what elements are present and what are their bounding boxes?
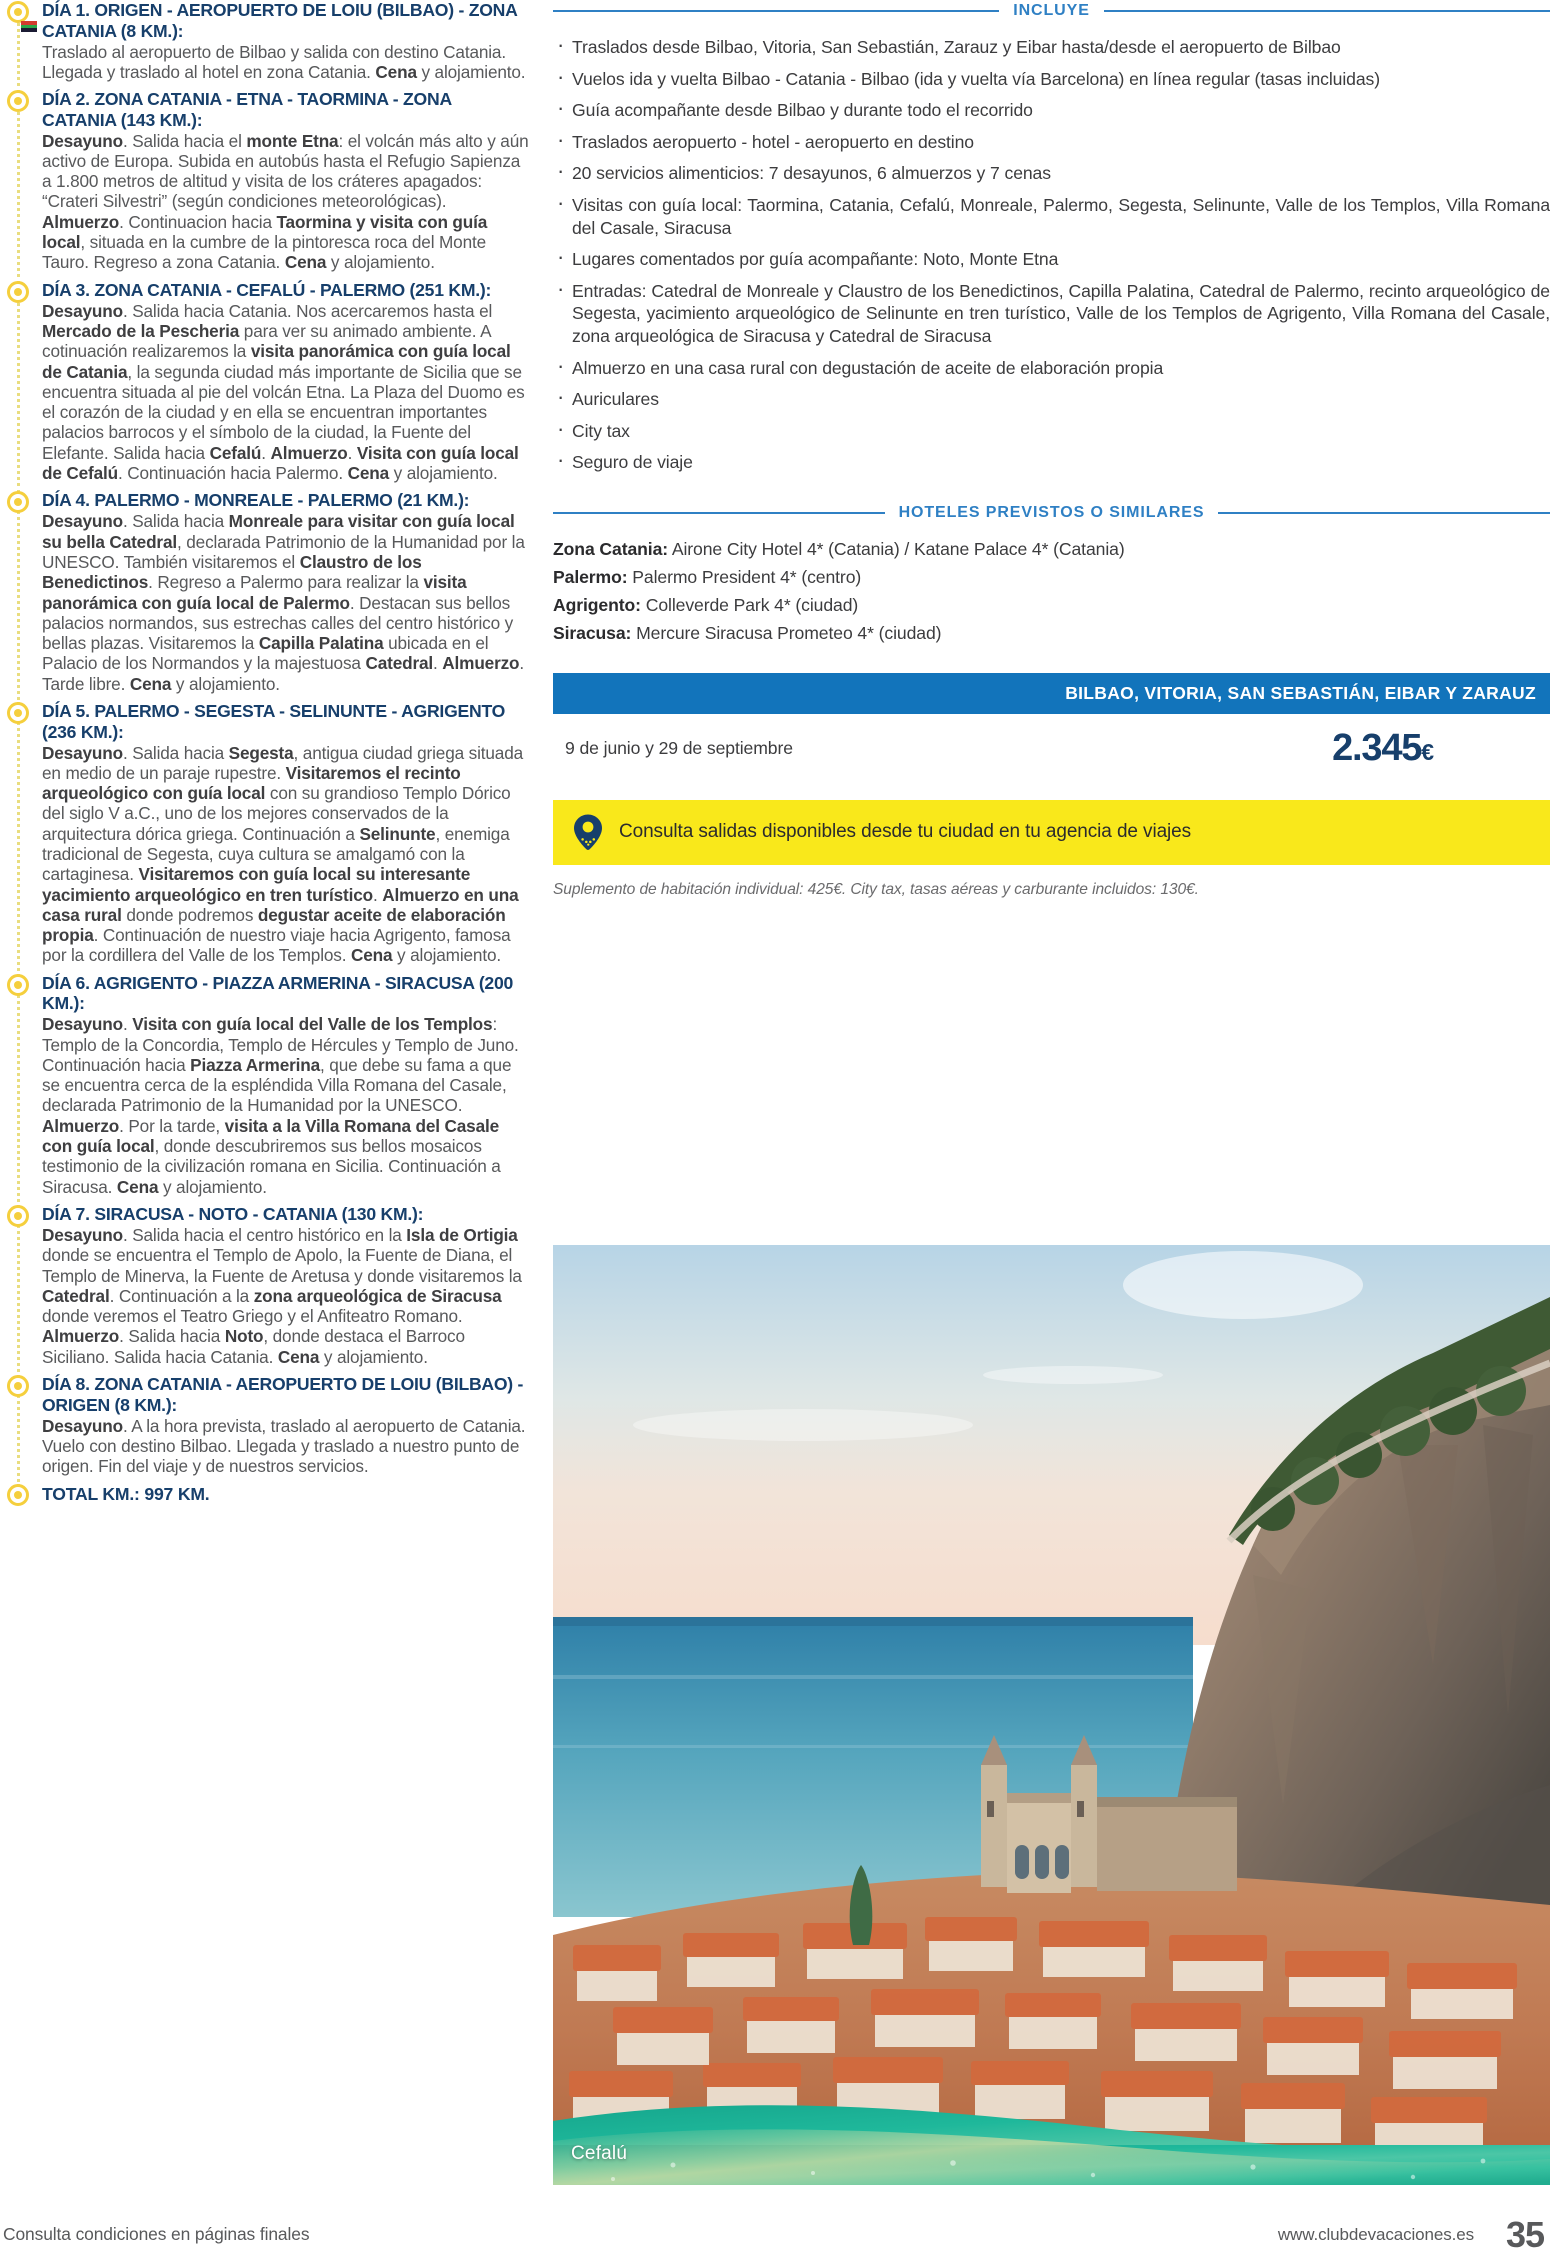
itinerary-day [0,280,530,484]
day-marker-icon [7,1205,29,1227]
flag-icon [21,21,37,32]
day-description: Desayuno. Salida hacia el monte Etna: el volcán más alto y aún activo de Europa. Subida en autobús hasta el Refugio Sapienza a 1.800 metros de altitud y visita de los cráteres apagados: “Crateri Silvestri” (según condiciones meteorológicas). Almuerzo. Continuacion hacia Taormina y visita con guía local, situada en la cumbre de la pintoresca roca del Monte Tauro. Regreso a zona Catania. Cena y alojamiento. [42,130,529,273]
includes-item: · Entradas: Catedral de Monreale y Claustro de los Benedictinos, Capilla Palatina, Catedral de Palermo, recinto arqueológico de Segesta, yacimiento arqueológico de Selinunte en tren turístico, Valle de los Templos de Agrigento, Villa Romana del Casale, zona arqueológica de Siracusa y Catedral de Siracusa [553,280,1550,348]
price-row [553,714,1550,770]
day-title: DÍA 7. SIRACUSA - NOTO - CATANIA (130 KM.): [42,1203,424,1224]
day-description: Traslado al aeropuerto de Bilbao y salida con destino Catania. Llegada y traslado al hotel en zona Catania. Cena y alojamiento. [42,41,526,82]
rule-right [1104,10,1550,12]
day-marker-icon [7,1484,29,1506]
includes-item: · Vuelos ida y vuelta Bilbao - Catania - Bilbao (ida y vuelta vía Barcelona) en línea regular (tasas incluidas) [553,68,1550,91]
day-marker-icon [7,1375,29,1397]
rule-right [1218,512,1550,514]
day-marker-icon [7,491,29,513]
right-column [553,0,1550,899]
departure-dates: 9 de junio y 29 de septiembre [565,737,793,758]
day-description: Desayuno. Salida hacia Monreale para visitar con guía local su bella Catedral, declarada Patrimonio de la Humanidad por la UNESCO. También visitaremos el Claustro de los Benedictinos. Regreso a Palermo para realizar la visita panorámica con guía local de Palermo. Destacan sus bellos palacios normandos, sus estrechas calles del centro histórico y bellas plazas. Visitaremos la Capilla Palatina ubicada en el Palacio de los Normandos y la majestuosa Catedral. Almuerzo. Tarde libre. Cena y alojamiento. [42,511,525,694]
page-number: 35 [1505,2214,1544,2255]
itinerary-column [0,0,530,1512]
day-marker-icon [7,281,29,303]
day-description: Desayuno. A la hora prevista, traslado al aeropuerto de Catania. Vuelo con destino Bilbao. Llegada y traslado a nuestro punto de origen. Fin del viaje y de nuestros servicios. [42,1415,526,1477]
supplement-note: Suplemento de habitación individual: 425€. City tax, tasas aéreas y carburante incluidos: 130€. [553,880,1199,898]
hotels-heading: HOTELES PREVISTOS O SIMILARES [898,503,1205,521]
day-description: Desayuno. Visita con guía local del Valle de los Templos: Templo de la Concordia, Templo de Hércules y Templo de Juno. Continuación hacia Piazza Armerina, que debe su fama a que se encuentra cerca de la espléndida Villa Romana del Casale, declarada Patrimonio de la Humanidad por la UNESCO. Almuerzo. Por la tarde, visita a la Villa Romana del Casale con guía local, donde descubriremos sus bellos mosaicos testimonio de la civilización romana en Sicilia. Continuación a Siracusa. Cena y alojamiento. [42,1014,519,1197]
agency-callout-text: Consulta salidas disponibles desde tu ciudad en tu agencia de viajes [619,820,1192,842]
footer-website[interactable]: www.clubdevacaciones.es [1277,2225,1474,2244]
destination-photo [553,1245,1550,2185]
day-title: DÍA 8. ZONA CATANIA - AEROPUERTO DE LOIU (BILBAO) - ORIGEN (8 KM.): [42,1374,524,1415]
includes-list [553,36,1550,474]
hotel-name: Mercure Siracusa Prometeo 4* (ciudad) [631,622,942,643]
price-value: 2.345 [1332,726,1422,769]
hotels-list [553,538,1550,645]
page-footer [0,2214,1550,2255]
hotel-name: Colleverde Park 4* (ciudad) [640,594,859,615]
hotel-city: Agrigento: [553,594,641,615]
day-description: Desayuno. Salida hacia Segesta, antigua ciudad griega situada en medio de un paraje rupestre. Visitaremos el recinto arqueológico con guía local con su grandioso Templo Dórico del siglo V a.C., uno de los mejores conservados de la arquitectura dórica griega. Continuación a Selinunte, enemiga tradicional de Segesta, cuya cultura se amalgamó con la cartaginesa. Visitaremos con guía local su interesante yacimiento arqueológico en tren turístico. Almuerzo en una casa rural donde podremos degustar aceite de elaboración propia. Continuación de nuestro viaje hacia Agrigento, famosa por la cordillera del Valle de los Templos. Cena y alojamiento. [42,742,524,966]
itinerary-day [0,1374,530,1476]
includes-item: · City tax [553,420,1550,443]
footer-conditions-note: Consulta condiciones en páginas finales [3,2224,310,2244]
includes-section-header [553,2,1550,20]
price-banner-departure-cities: BILBAO, VITORIA, SAN SEBASTIÁN, EIBAR Y ZARAUZ [553,673,1550,714]
day-marker-icon [7,702,29,724]
location-pin-icon [571,813,605,851]
hotel-city: Palermo: [553,566,628,587]
agency-callout [553,800,1550,865]
includes-item: · Visitas con guía local: Taormina, Catania, Cefalú, Monreale, Palermo, Segesta, Selinunte, Valle de los Templos, Villa Romana del Casale, Siracusa [553,194,1550,239]
includes-item: · Auriculares [553,388,1550,411]
includes-item: · Traslados desde Bilbao, Vitoria, San Sebastián, Zarauz y Eibar hasta/desde el aeropuerto de Bilbao [553,36,1550,59]
currency-symbol: € [1421,738,1434,765]
day-title: DÍA 5. PALERMO - SEGESTA - SELINUNTE - AGRIGENTO (236 KM.): [42,701,506,742]
day-title: DÍA 2. ZONA CATANIA - ETNA - TAORMINA - ZONA CATANIA (143 KM.): [42,89,452,130]
includes-item: · Lugares comentados por guía acompañante: Noto, Monte Etna [553,248,1550,271]
includes-item: · Almuerzo en una casa rural con degustación de aceite de elaboración propia [553,357,1550,380]
itinerary-day [0,490,530,694]
price-amount [1332,727,1546,770]
hotel-row [553,594,1550,617]
includes-item: · Seguro de viaje [553,451,1550,474]
hotels-section-header [553,504,1550,522]
includes-item: · Traslados aeropuerto - hotel - aeropuerto en destino [553,131,1550,154]
day-description: Desayuno. Salida hacia el centro histórico en la Isla de Ortigia donde se encuentra el Templo de Apolo, la Fuente de Diana, el Templo de Minerva, la Fuente de Aretusa y donde visitaremos la Catedral. Continuación a la zona arqueológica de Siracusa donde veremos el Teatro Griego y el Anfiteatro Romano. Almuerzo. Salida hacia Noto, donde destaca el Barroco Siciliano. Salida hacia Catania. Cena y alojamiento. [42,1224,522,1367]
hotel-row [553,566,1550,589]
itinerary-day [0,0,530,82]
includes-item: · 20 servicios alimenticios: 7 desayunos, 6 almuerzos y 7 cenas [553,162,1550,185]
includes-item: · Guía acompañante desde Bilbao y durante todo el recorrido [553,99,1550,122]
day-marker-icon [7,974,29,996]
price-block [553,673,1550,770]
day-title: DÍA 4. PALERMO - MONREALE - PALERMO (21 KM.): [42,490,470,511]
day-description: Desayuno. Salida hacia Catania. Nos acercaremos hasta el Mercado de la Pescheria para ver su animado ambiente. A cotinuación realizaremos la visita panorámica con guía local de Catania, la segunda ciudad más importante de Sicilia que se encuentra situada al pie del volcán Etna. La Plaza del Duomo es el corazón de la ciudad y en ella se encuentran importantes palacios barrocos y el símbolo de la ciudad, la Fuente del Elefante. Salida hacia Cefalú. Almuerzo. Visita con guía local de Cefalú. Continuación hacia Palermo. Cena y alojamiento. [42,300,525,484]
total-km-label: TOTAL KM.: 997 KM. [42,1484,210,1505]
day-marker-icon [7,90,29,112]
day-title: DÍA 3. ZONA CATANIA - CEFALÚ - PALERMO (251 KM.): [42,279,492,300]
hotel-city: Zona Catania: [553,538,669,559]
rule-left [553,512,885,514]
itinerary-day [0,1204,530,1367]
hotel-row [553,538,1550,561]
rule-left [553,10,999,12]
hotel-name: Palermo President 4* (centro) [627,566,862,587]
hotel-name: Airone City Hotel 4* (Catania) / Katane Palace 4* (Catania) [668,538,1125,559]
day-marker-icon [7,1,29,23]
hotel-city: Siracusa: [553,622,632,643]
day-title: DÍA 1. ORIGEN - AEROPUERTO DE LOIU (BILBAO) - ZONA CATANIA (8 KM.): [42,0,517,41]
hotel-row [553,622,1550,645]
itinerary-day [0,973,530,1197]
day-title: DÍA 6. AGRIGENTO - PIAZZA ARMERINA - SIRACUSA (200 KM.): [42,972,514,1014]
photo-caption: Cefalú [571,2143,628,2164]
total-km-row [0,1483,530,1505]
itinerary-day [0,89,530,273]
includes-heading: INCLUYE [1013,2,1090,19]
itinerary-day [0,701,530,966]
